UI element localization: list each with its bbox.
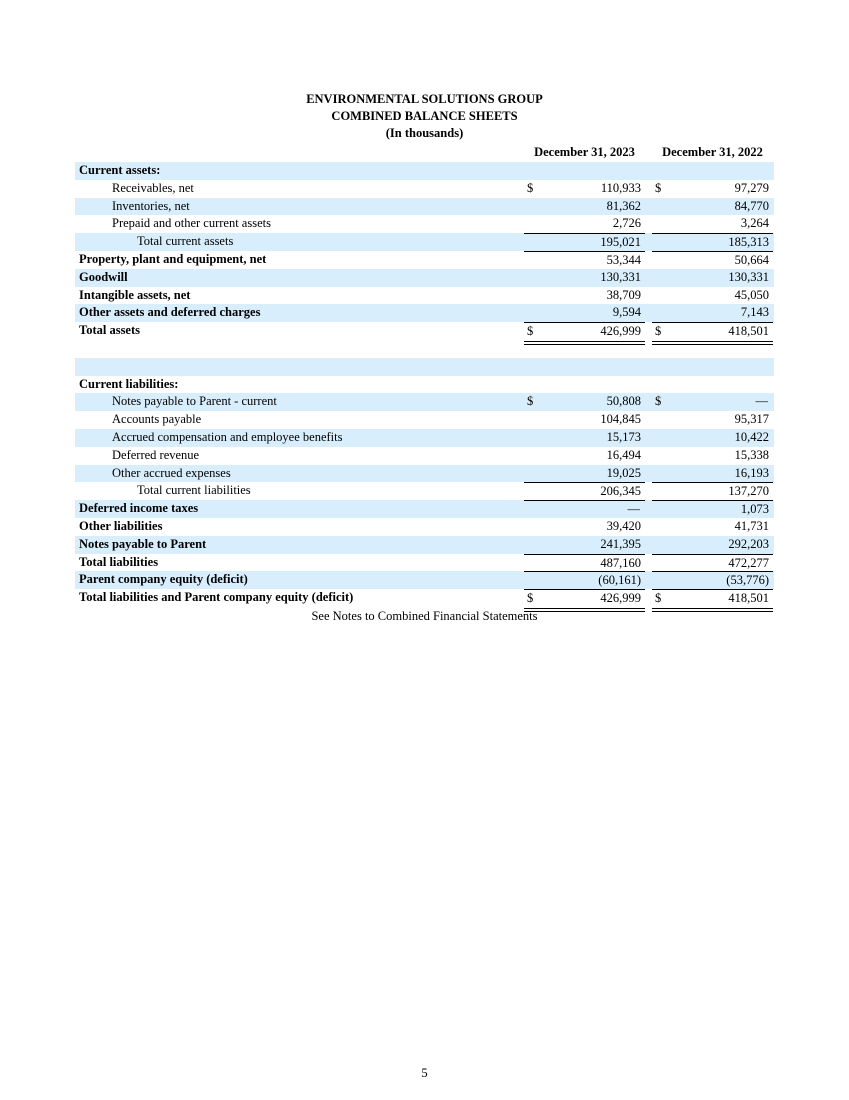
value-cell-2023 [524,447,645,465]
amount-2022: 7,143 [740,305,769,320]
row-label: Notes payable to Parent - current [112,394,277,409]
value-cell-2023 [524,536,645,554]
value-cell-2022 [652,500,773,519]
amount-2023: 130,331 [600,269,641,284]
value-cell-2022 [652,322,773,341]
currency-symbol: $ [527,180,534,195]
statement-header [0,91,849,142]
amount-2022: 15,338 [734,447,769,462]
value-cell-2022 [652,269,773,287]
row-label: Parent company equity (deficit) [79,572,248,587]
row-label: Total current liabilities [137,483,251,498]
value-cell-2023 [524,589,645,608]
row-label: Total current assets [137,234,234,249]
value-cell-2022 [652,589,773,608]
amount-2023: — [627,502,640,517]
value-cell-2022 [652,429,773,447]
statement-title: COMBINED BALANCE SHEETS [331,109,518,123]
amount-2022: 97,279 [734,180,769,195]
amount-2022: 16,193 [734,465,769,480]
row-label: Prepaid and other current assets [112,216,271,231]
row-inventories [75,198,774,216]
row-total-current-assets [75,233,774,251]
amount-2023: 104,845 [600,412,641,427]
row-other-assets [75,304,774,322]
row-label: Goodwill [79,269,128,284]
row-label: Inventories, net [112,198,190,213]
row-deferred-revenue [75,447,774,465]
row-total-current-liabilities [75,482,774,500]
amount-2022: 3,264 [740,216,769,231]
amount-2022: 95,317 [734,412,769,427]
currency-symbol: $ [527,324,534,339]
amount-2022: — [755,394,768,409]
amount-2023: 53,344 [606,252,641,267]
amount-2022: 45,050 [734,287,769,302]
value-cell-2023 [524,215,645,233]
amount-2022: 50,664 [734,252,769,267]
footnote: See Notes to Combined Financial Statements [311,609,538,623]
row-receivables [75,180,774,198]
amount-2023: 50,808 [606,394,641,409]
row-notes-payable-current [75,393,774,411]
row-current-liabilities-heading [75,376,774,394]
currency-symbol: $ [655,394,662,409]
row-label: Total liabilities and Parent company equity (deficit) [79,590,354,605]
row-accounts-payable [75,411,774,429]
value-cell-2023 [524,233,645,252]
row-total-liabilities [75,554,774,572]
row-notes-payable-parent [75,536,774,554]
company-name: ENVIRONMENTAL SOLUTIONS GROUP [306,92,543,106]
value-cell-2022 [652,251,773,270]
row-label: Other assets and deferred charges [79,305,261,320]
row-current-assets-heading [75,162,774,180]
value-cell-2022 [652,482,773,501]
amount-2023: 9,594 [612,305,641,320]
row-label: Deferred income taxes [79,501,199,516]
value-cell-2023 [524,269,645,287]
row-label: Intangible assets, net [79,287,191,302]
amount-2022: 137,270 [728,484,769,499]
row-intangibles [75,287,774,305]
amount-2022: 292,203 [728,536,769,551]
amount-2022: 130,331 [728,269,769,284]
value-cell-2023 [524,411,645,429]
value-cell-2022 [652,198,773,216]
row-other-liabilities [75,518,774,536]
amount-2023: 39,420 [606,518,641,533]
value-cell-2022 [652,393,773,411]
value-cell-2023 [524,251,645,270]
row-accrued-compensation [75,429,774,447]
amount-2023: 426,999 [600,591,641,606]
row-label: Total assets [79,323,141,338]
currency-symbol: $ [655,180,662,195]
value-cell-2023 [524,180,645,198]
amount-2023: 426,999 [600,324,641,339]
amount-2022: 10,422 [734,429,769,444]
value-cell-2022 [652,536,773,554]
value-cell-2023 [524,554,645,573]
amount-2023: 241,395 [600,536,641,551]
currency-symbol: $ [655,324,662,339]
value-cell-2023 [524,482,645,501]
row-ppe [75,251,774,269]
row-prepaid [75,215,774,233]
amount-2023: 195,021 [600,235,641,250]
row-label: Accrued compensation and employee benefits [112,429,343,444]
statement-units: (In thousands) [385,126,464,140]
amount-2023: 19,025 [606,465,641,480]
value-cell-2023 [524,465,645,483]
amount-2023: 81,362 [606,198,641,213]
amount-2023: 206,345 [600,484,641,499]
amount-2023: 15,173 [606,429,641,444]
value-cell-2023 [524,393,645,411]
spacer-row [75,340,774,358]
value-cell-2023 [524,500,645,519]
row-total-assets [75,322,774,340]
value-cell-2023 [524,322,645,341]
amount-2023: 2,726 [612,216,641,231]
row-label: Total liabilities [79,554,159,569]
spacer-row [75,358,774,376]
row-label: Accounts payable [112,412,202,427]
column-header-2022: December 31, 2022 [652,145,773,163]
amount-2022: 84,770 [734,198,769,213]
row-other-accrued [75,465,774,483]
row-label: Notes payable to Parent [79,536,207,551]
value-cell-2022 [652,447,773,465]
currency-symbol: $ [527,591,534,606]
value-cell-2022 [652,518,773,536]
balance-sheet-table [75,162,774,607]
value-cell-2022 [652,554,773,573]
row-deferred-income-taxes [75,500,774,518]
value-cell-2023 [524,429,645,447]
row-label: Current liabilities: [79,376,179,391]
value-cell-2022 [652,304,773,322]
value-cell-2023 [524,571,645,590]
row-parent-equity [75,571,774,589]
amount-2022: 41,731 [734,518,769,533]
row-label: Current assets: [79,163,161,177]
currency-symbol: $ [527,394,534,409]
column-header-2023: December 31, 2023 [524,145,645,163]
amount-2023: 487,160 [600,555,641,570]
row-label: Other liabilities [79,518,163,533]
amount-2022: 472,277 [728,555,769,570]
amount-2022: 418,501 [728,591,769,606]
value-cell-2023 [524,518,645,536]
value-cell-2022 [652,180,773,198]
value-cell-2022 [652,411,773,429]
page-number: 5 [421,1066,428,1080]
amount-2023: 110,933 [600,180,641,195]
amount-2023: 38,709 [606,287,641,302]
value-cell-2022 [652,233,773,252]
row-label: Other accrued expenses [112,465,231,480]
value-cell-2022 [652,571,773,590]
row-total-liabilities-and-equity [75,589,774,607]
value-cell-2023 [524,287,645,305]
row-label: Property, plant and equipment, net [79,251,267,266]
amount-2023: 16,494 [606,447,641,462]
amount-2022: (53,776) [726,573,769,588]
row-goodwill [75,269,774,287]
amount-2022: 1,073 [740,502,769,517]
row-label: Receivables, net [112,180,194,195]
value-cell-2022 [652,465,773,483]
currency-symbol: $ [655,591,662,606]
row-label: Deferred revenue [112,447,200,462]
value-cell-2023 [524,198,645,216]
amount-2022: 418,501 [728,324,769,339]
amount-2023: (60,161) [598,573,641,588]
amount-2022: 185,313 [728,235,769,250]
value-cell-2022 [652,215,773,233]
value-cell-2022 [652,287,773,305]
value-cell-2023 [524,304,645,322]
